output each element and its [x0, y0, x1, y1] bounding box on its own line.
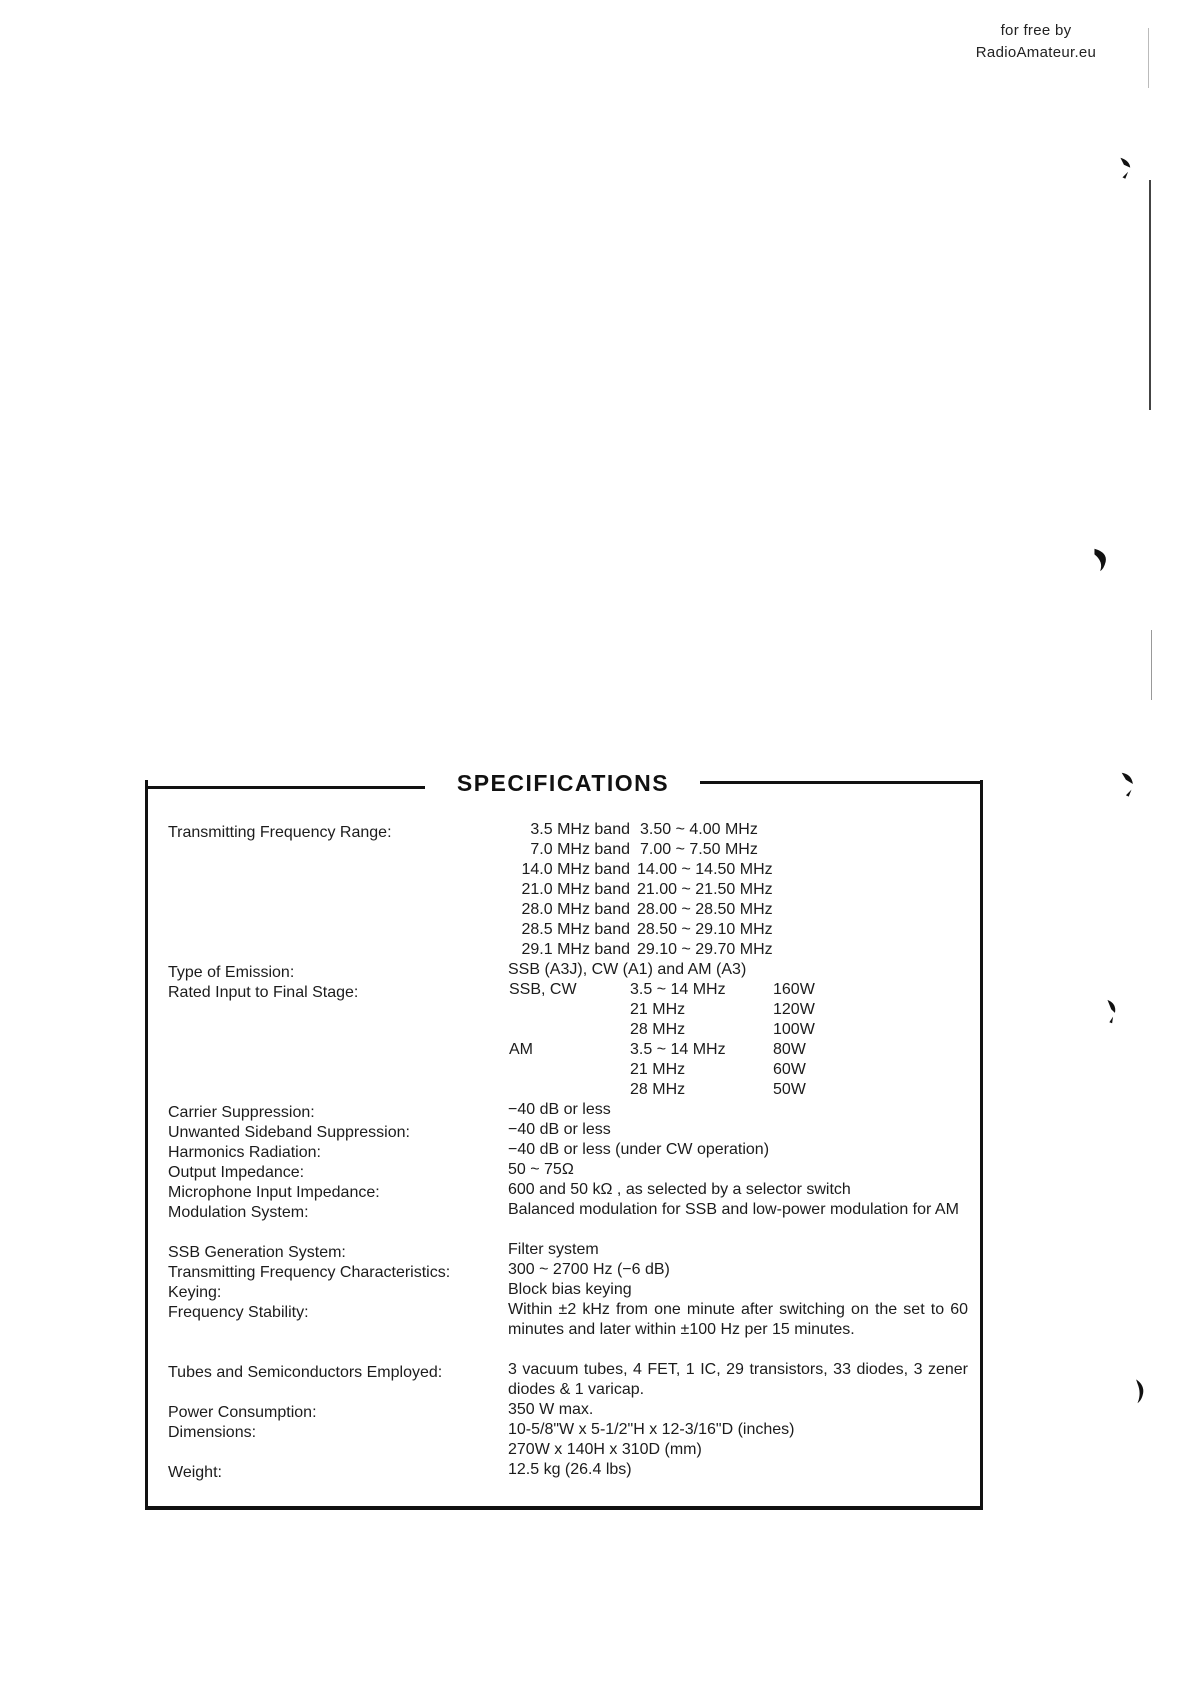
rated-watts: 80W: [773, 1041, 806, 1058]
watermark: [956, 20, 1116, 64]
scan-edge-line: [1151, 630, 1152, 700]
band-range: 28.50 ~ 29.10 MHz: [637, 921, 773, 938]
value-weight: 12.5 kg (26.4 lbs): [508, 1461, 632, 1478]
box-top-rule-left: [145, 786, 425, 789]
rated-watts: 160W: [773, 981, 815, 998]
label-tubes: Tubes and Semiconductors Employed:: [168, 1364, 443, 1381]
band-range: 28.00 ~ 28.50 MHz: [637, 901, 773, 918]
rated-watts: 120W: [773, 1001, 815, 1018]
rated-mode: SSB, CW: [509, 981, 577, 998]
value-harmonics: −40 dB or less (under CW operation): [508, 1141, 770, 1158]
value-dimensions-inches: 10-5/8"W x 5-1/2"H x 12-3/16"D (inches): [508, 1421, 795, 1438]
rated-freq: 21 MHz: [630, 1061, 686, 1078]
rated-watts: 50W: [773, 1081, 806, 1098]
label-ssb-generation: SSB Generation System:: [168, 1244, 346, 1261]
value-keying: Block bias keying: [508, 1281, 632, 1298]
label-stability: Frequency Stability:: [168, 1304, 309, 1321]
band-name: 3.5 MHz band: [530, 821, 630, 838]
value-sideband: −40 dB or less: [508, 1121, 611, 1138]
band-name: 7.0 MHz band: [530, 841, 630, 858]
band-name: 21.0 MHz band: [521, 881, 630, 898]
label-tx-freq-char: Transmitting Frequency Characteristics:: [168, 1264, 451, 1281]
specifications-title: SPECIFICATIONS: [456, 770, 670, 796]
scan-edge-line: [1148, 28, 1149, 88]
value-tubes: 3 vacuum tubes, 4 FET, 1 IC, 29 transistors, 33 diodes, 3 zener diodes & 1 varicap.: [508, 1361, 968, 1398]
value-mic-impedance: 600 and 50 kΩ , as selected by a selector switch: [508, 1181, 851, 1198]
box-top-rule-right: [700, 781, 983, 784]
band-range: 21.00 ~ 21.50 MHz: [637, 881, 773, 898]
rated-freq: 3.5 ~ 14 MHz: [630, 981, 726, 998]
label-rated-input: Rated Input to Final Stage:: [168, 984, 359, 1001]
label-weight: Weight:: [168, 1464, 222, 1481]
value-stability: Within ±2 kHz from one minute after switching on the set to 60 minutes and later within ±100 Hz per 15 minutes.: [508, 1301, 968, 1338]
value-tx-freq-char: 300 ~ 2700 Hz (−6 dB): [508, 1261, 670, 1278]
binding-hole-mark: [1103, 998, 1125, 1026]
value-output-impedance: 50 ~ 75Ω: [508, 1161, 574, 1178]
label-dimensions: Dimensions:: [168, 1424, 257, 1441]
band-range: 29.10 ~ 29.70 MHz: [637, 941, 773, 958]
band-range: 14.00 ~ 14.50 MHz: [637, 861, 773, 878]
binding-hole-mark: [1117, 770, 1139, 798]
label-carrier: Carrier Suppression:: [168, 1104, 315, 1121]
band-name: 28.0 MHz band: [521, 901, 630, 918]
binding-hole-mark: [1115, 155, 1137, 183]
rated-freq: 3.5 ~ 14 MHz: [630, 1041, 726, 1058]
watermark-line-1: for free by: [1000, 22, 1072, 39]
value-carrier: −40 dB or less: [508, 1101, 611, 1118]
value-power: 350 W max.: [508, 1401, 594, 1418]
label-power: Power Consumption:: [168, 1404, 317, 1421]
label-mic-impedance: Microphone Input Impedance:: [168, 1184, 380, 1201]
rated-freq: 28 MHz: [630, 1081, 686, 1098]
binding-hole-mark: [1090, 545, 1112, 573]
band-name: 29.1 MHz band: [521, 941, 630, 958]
value-dimensions-mm: 270W x 140H x 310D (mm): [508, 1441, 702, 1458]
rated-freq: 28 MHz: [630, 1021, 686, 1038]
label-emission: Type of Emission:: [168, 964, 295, 981]
rated-watts: 60W: [773, 1061, 806, 1078]
value-ssb-generation: Filter system: [508, 1241, 599, 1258]
band-name: 28.5 MHz band: [521, 921, 630, 938]
band-name: 14.0 MHz band: [521, 861, 630, 878]
value-modulation: Balanced modulation for SSB and low-power modulation for AM: [508, 1201, 959, 1218]
label-keying: Keying:: [168, 1284, 222, 1301]
label-freq-range: Transmitting Frequency Range:: [168, 824, 392, 841]
label-sideband: Unwanted Sideband Suppression:: [168, 1124, 410, 1141]
binding-hole-mark: [1130, 1378, 1152, 1406]
label-output-impedance: Output Impedance:: [168, 1164, 305, 1181]
watermark-line-2: RadioAmateur.eu: [975, 44, 1097, 61]
value-emission: SSB (A3J), CW (A1) and AM (A3): [508, 961, 747, 978]
rated-watts: 100W: [773, 1021, 815, 1038]
scan-edge-line: [1149, 180, 1151, 410]
band-range: 3.50 ~ 4.00 MHz: [640, 821, 758, 838]
label-harmonics: Harmonics Radiation:: [168, 1144, 321, 1161]
rated-mode: AM: [509, 1041, 533, 1058]
rated-freq: 21 MHz: [630, 1001, 686, 1018]
band-range: 7.00 ~ 7.50 MHz: [640, 841, 758, 858]
label-modulation: Modulation System:: [168, 1204, 309, 1221]
